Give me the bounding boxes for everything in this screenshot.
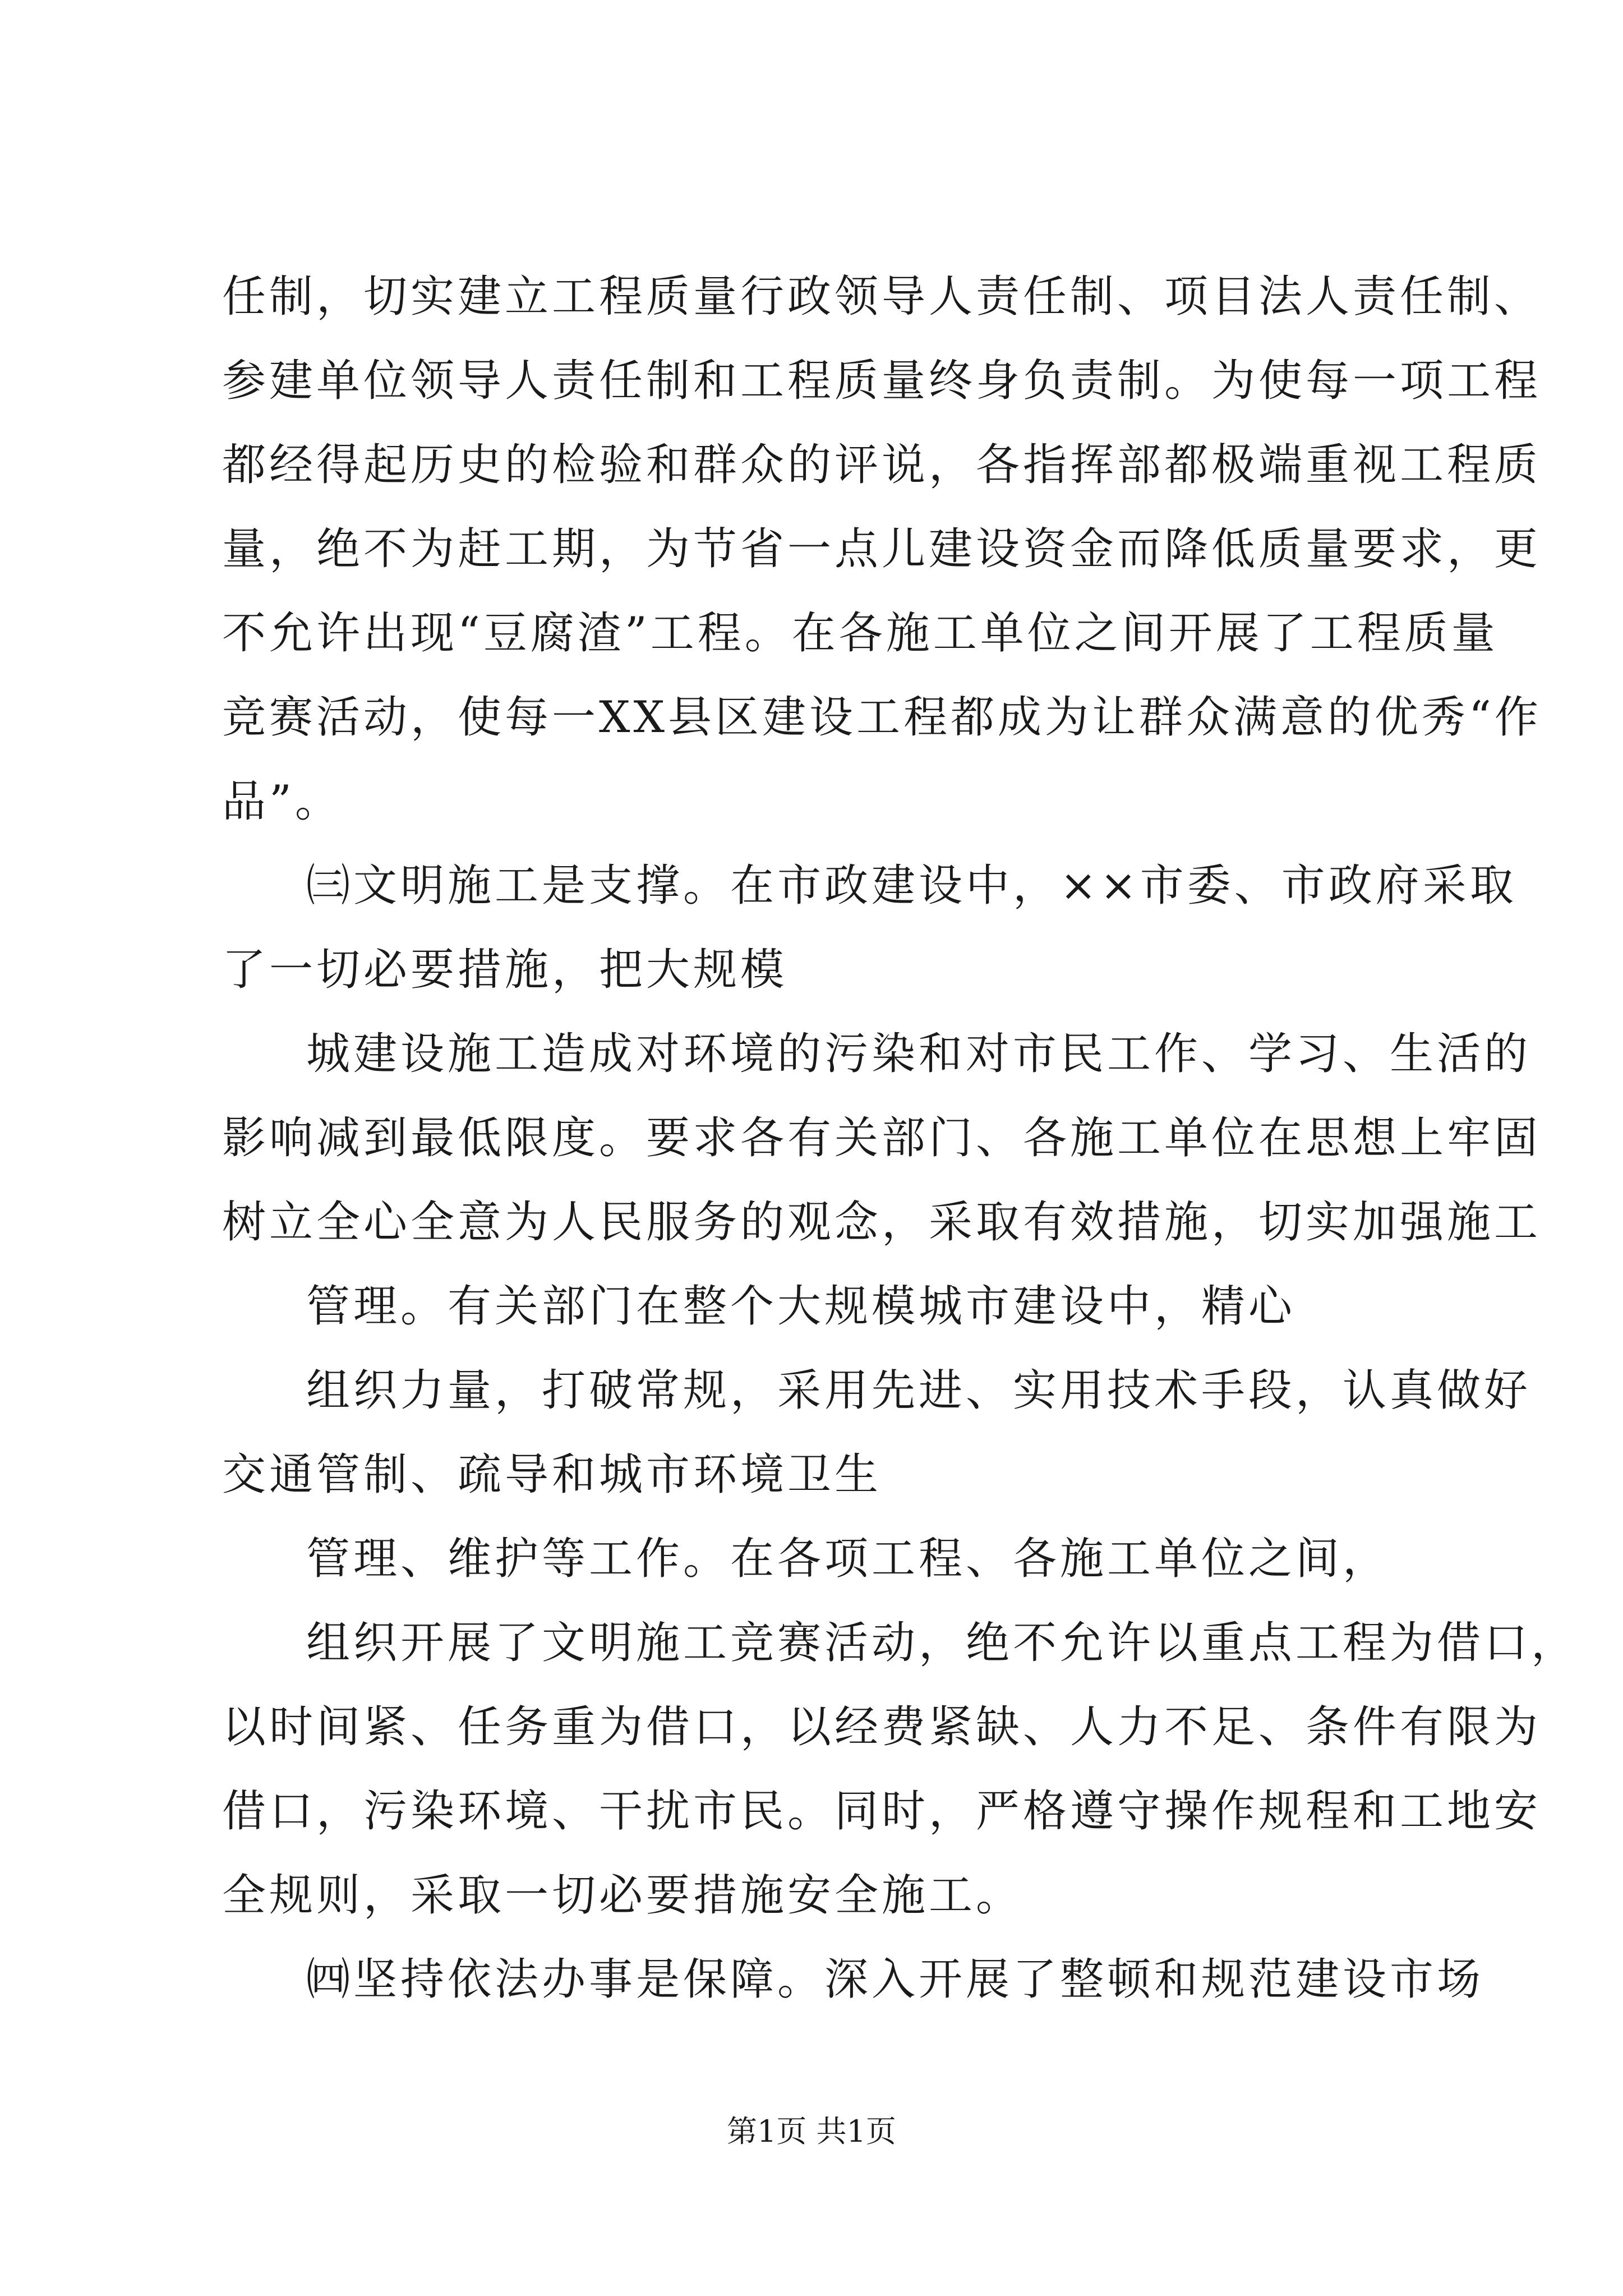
- text-line: 管理。有关部门在整个大规模城市建设中，精心: [306, 1281, 1296, 1332]
- text-line: 品”。: [222, 776, 342, 827]
- text-line: ㈣坚持依法办事是保障。深入开展了整顿和规范建设市场: [306, 1954, 1484, 2005]
- text-line: 量，绝不为赶工期，为节省一点儿建设资金而降低质量要求，更: [222, 524, 1542, 574]
- text-line: 组织力量，打破常规，采用先进、实用技术手段，认真做好: [306, 1365, 1532, 1416]
- text-line: 以时间紧、任务重为借口，以经费紧缺、人力不足、条件有限为: [222, 1702, 1542, 1752]
- text-line: 全规则，采取一切必要措施安全施工。: [222, 1870, 1023, 1921]
- text-line: 管理、维护等工作。在各项工程、各施工单位之间，: [306, 1534, 1390, 1584]
- text-line: 组织开展了文明施工竞赛活动，绝不允许以重点工程为借口，: [306, 1618, 1579, 1668]
- page-footer: 第1页 共1页: [727, 2114, 896, 2149]
- text-line: 影响减到最低限度。要求各有关部门、各施工单位在思想上牢固: [222, 1113, 1542, 1163]
- text-line: 城建设施工造成对环境的污染和对市民工作、学习、生活的: [306, 1029, 1532, 1079]
- text-line: 任制，切实建立工程质量行政领导人责任制、项目法人责任制、: [222, 272, 1542, 322]
- text-line: 树立全心全意为人民服务的观念，采取有效措施，切实加强施工: [222, 1197, 1542, 1248]
- text-line: 借口，污染环境、干扰市民。同时，严格遵守操作规程和工地安: [222, 1786, 1542, 1837]
- text-line: ㈢文明施工是支撑。在市政建设中，××市委、市政府采取: [306, 861, 1517, 911]
- text-line: 不允许出现“豆腐渣”工程。在各施工单位之间开展了工程质量: [222, 608, 1498, 659]
- text-line: 了一切必要措施，把大规模: [222, 945, 788, 995]
- text-line: 竞赛活动，使每一XX县区建设工程都成为让群众满意的优秀“作: [222, 692, 1542, 743]
- text-line: 交通管制、疏导和城市环境卫生: [222, 1450, 882, 1500]
- text-line: 都经得起历史的检验和群众的评说，各指挥部都极端重视工程质: [222, 440, 1542, 490]
- text-line: 参建单位领导人责任制和工程质量终身负责制。为使每一项工程: [222, 356, 1542, 406]
